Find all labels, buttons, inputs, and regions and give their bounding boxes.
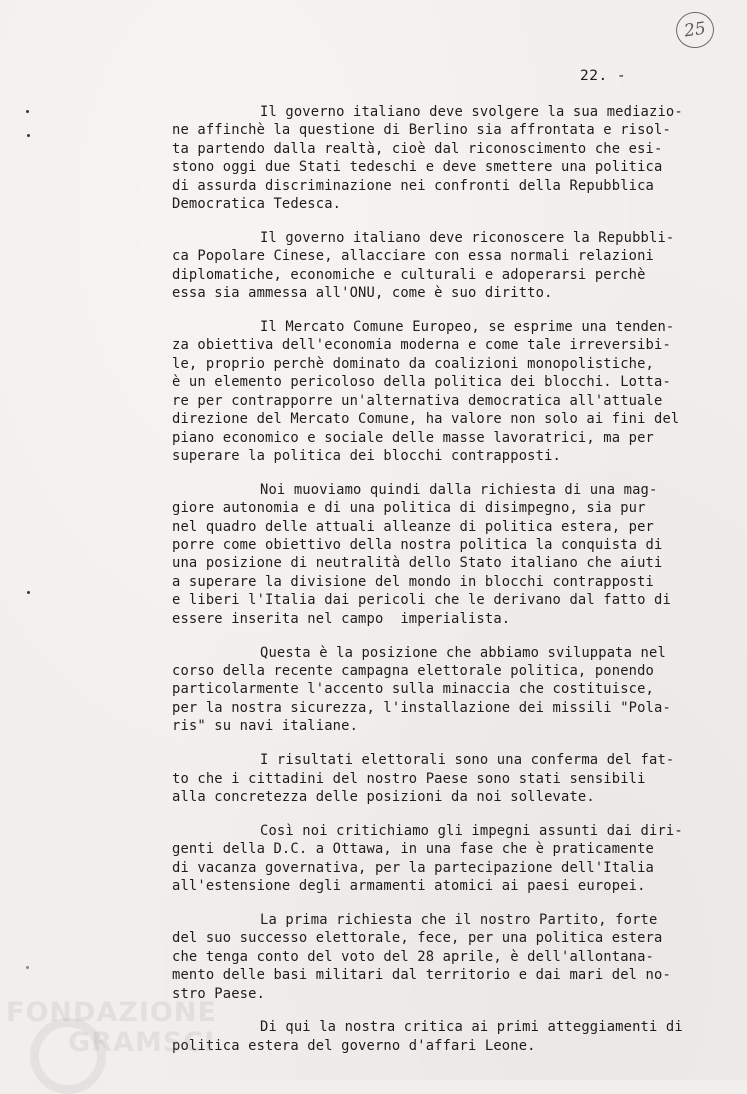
text-line: re per contrapporre un'alternativa democratica all'attuale	[172, 392, 663, 409]
text-line: genti della D.C. a Ottawa, in una fase che è praticamente	[172, 841, 655, 858]
text-line: Il governo italiano deve svolgere la sua mediazio-	[260, 104, 683, 120]
text-line: di vacanza governativa, per la partecipazione dell'Italia	[172, 859, 655, 876]
text-line: Il governo italiano deve riconoscere la Repubbli-	[260, 229, 675, 246]
watermark-line-1: FONDAZIONE	[6, 997, 217, 1028]
paragraph	[172, 644, 708, 736]
text-line: diplomatiche, economiche e culturali e adoperarsi perchè	[172, 266, 646, 283]
text-line: è un elemento pericoloso della politica dei blocchi. Lotta-	[172, 374, 671, 391]
text-line: za obiettiva dell'economia moderna e come tale irreversibi-	[172, 337, 671, 354]
paragraph	[172, 751, 708, 806]
text-line: e liberi l'Italia dai pericoli che le derivano dal fatto di	[172, 592, 671, 609]
margin-mark	[27, 591, 30, 594]
page-number: 22. -	[580, 68, 627, 84]
text-line: porre come obiettivo della nostra politica la conquista di	[172, 537, 663, 554]
watermark-line-2: GRAMSCI	[68, 1027, 216, 1058]
text-line: del suo successo elettorale, fece, per una politica estera	[172, 930, 663, 947]
text-line: stro Paese.	[172, 985, 266, 1002]
text-line: piano economico e sociale delle masse lavoratrici, ma per	[172, 429, 655, 446]
paragraph	[172, 822, 708, 896]
text-line: ta partendo dalla realtà, cioè dal riconoscimento che esi-	[172, 140, 663, 157]
text-line: nel quadro delle attuali alleanze di politica estera, per	[172, 518, 655, 535]
text-line: direzione del Mercato Comune, ha valore non solo ai fini del	[172, 411, 680, 428]
text-line: una posizione di neutralità dello Stato italiano che aiuti	[172, 555, 663, 572]
paragraph	[172, 103, 708, 213]
archive-page-stamp	[674, 10, 717, 51]
text-line: Noi muoviamo quindi dalla richiesta di una mag-	[260, 481, 658, 498]
stamp-number: 25	[682, 18, 708, 42]
text-line: giore autonomia e di una politica di disimpegno, sia pur	[172, 500, 646, 517]
paragraph	[172, 318, 708, 465]
paragraph	[172, 229, 708, 303]
text-line: essere inserita nel campo imperialista.	[172, 610, 511, 627]
text-line: politica estera del governo d'affari Leone.	[172, 1037, 536, 1054]
text-line: to che i cittadini del nostro Paese sono stati sensibili	[172, 770, 646, 787]
text-line: alla concretezza delle posizioni da noi sollevate.	[172, 788, 595, 805]
paragraph	[172, 1018, 708, 1055]
text-line: Il Mercato Comune Europeo, se esprime una tenden-	[260, 319, 675, 336]
text-line: La prima richiesta che il nostro Partito, forte	[260, 911, 658, 928]
text-line: a superare la divisione del mondo in blocchi contrapposti	[172, 573, 655, 590]
text-line: all'estensione degli armamenti atomici ai paesi europei.	[172, 878, 646, 895]
text-line: ne affinchè la questione di Berlino sia affrontata e risol-	[172, 122, 671, 139]
margin-mark	[26, 110, 29, 113]
text-line: Di qui la nostra critica ai primi atteggiamenti di	[260, 1019, 683, 1036]
text-line: Democratica Tedesca.	[172, 196, 342, 213]
text-line: essa sia ammessa all'ONU, come è suo diritto.	[172, 285, 553, 302]
text-line: che tenga conto del voto del 28 aprile, è dell'allontana-	[172, 948, 655, 965]
text-line: per la nostra sicurezza, l'installazione dei missili "Pola-	[172, 699, 671, 716]
text-line: I risultati elettorali sono una conferma del fat-	[260, 752, 675, 769]
paragraph	[172, 481, 708, 628]
document-body	[172, 103, 708, 1071]
text-line: mento delle basi militari dal territorio e dai mari del no-	[172, 967, 671, 984]
text-line: particolarmente l'accento sulla minaccia che costituisce,	[172, 681, 655, 698]
text-line: ca Popolare Cinese, allacciare con essa normali relazioni	[172, 248, 655, 265]
text-line: stono oggi due Stati tedeschi e deve smettere una politica	[172, 159, 663, 176]
text-line: ris" su navi italiane.	[172, 718, 359, 735]
text-line: di assurda discriminazione nei confronti della Repubblica	[172, 177, 655, 194]
watermark	[6, 998, 217, 1058]
text-line: le, proprio perchè dominato da coalizioni monopolistiche,	[172, 355, 655, 372]
text-line: Questa è la posizione che abbiamo sviluppata nel	[260, 644, 666, 661]
margin-mark	[26, 966, 29, 969]
text-line: Così noi critichiamo gli impegni assunti dai diri-	[260, 822, 683, 839]
margin-mark	[27, 134, 30, 137]
text-line: superare la politica dei blocchi contrapposti.	[172, 447, 561, 464]
text-line: corso della recente campagna elettorale politica, ponendo	[172, 662, 655, 679]
paragraph	[172, 911, 708, 1003]
